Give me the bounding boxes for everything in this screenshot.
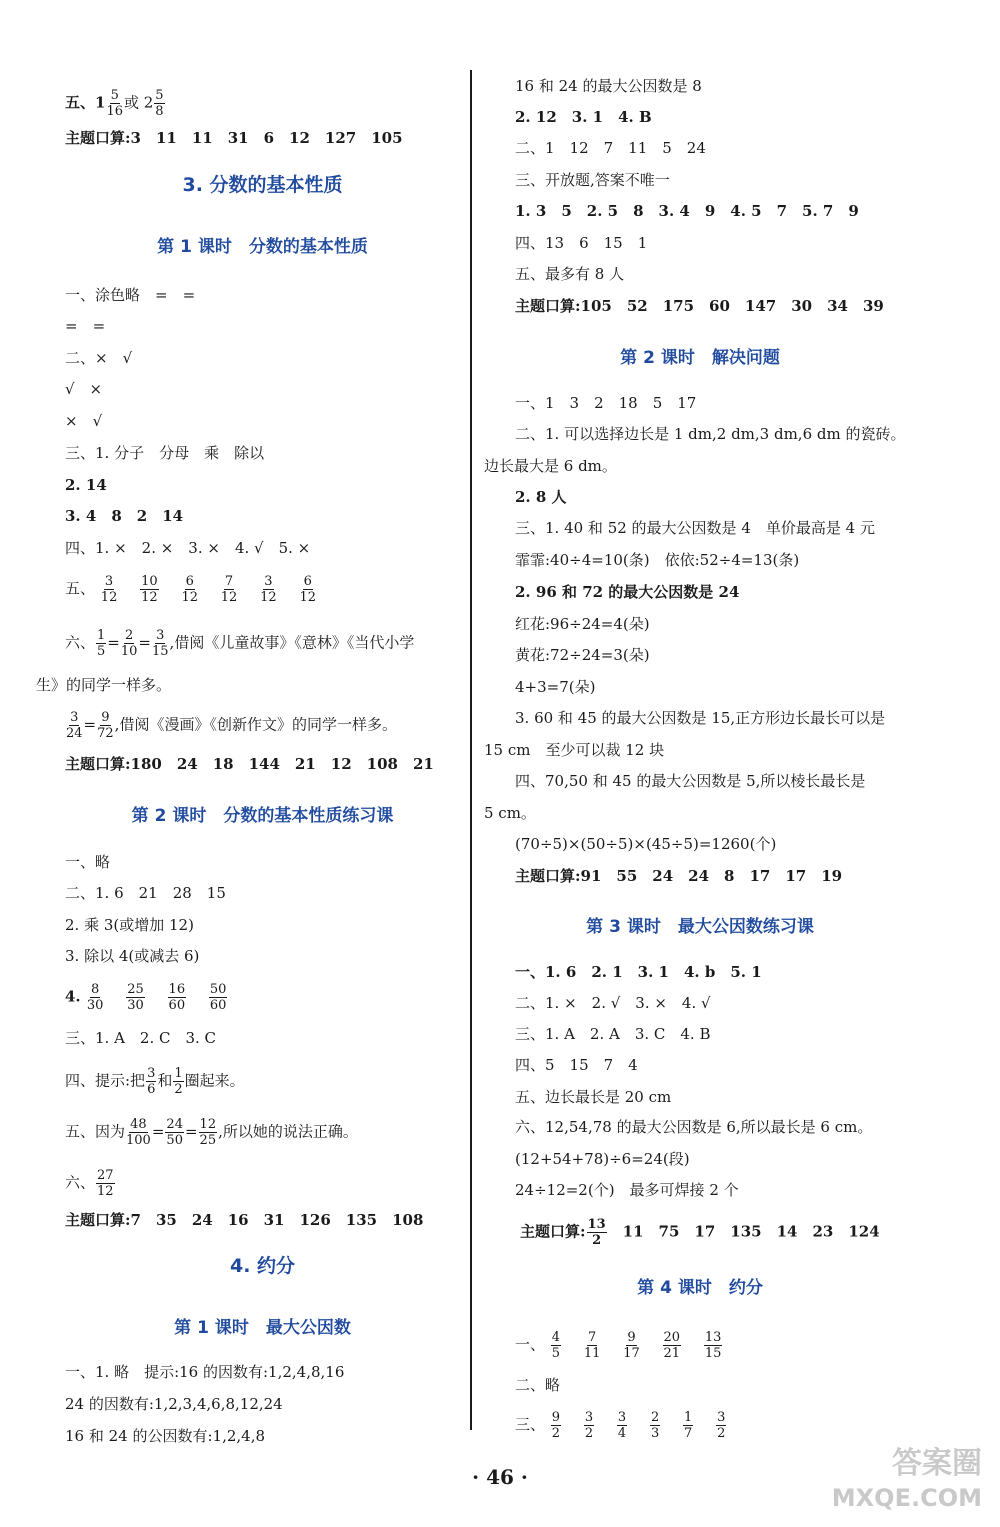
answer-line: 三、1. A 2. A 3. C 4. B [515,1025,711,1043]
fraction: $\frac{8}{30}$ [86,982,104,1013]
fraction: $\frac{50}{60}$ [209,982,227,1013]
answer-line: 二、1 12 7 11 5 24 [515,139,706,157]
answer-line: 二、1. × 2. √ 3. × 4. √ [515,994,711,1012]
answer-line: = = [65,317,106,335]
fraction: $\frac{5}{8}$ [155,88,164,119]
answer-line: 红花:96÷24=4(朵) [515,615,650,633]
answer-line: 一、1. 6 2. 1 3. 1 4. b 5. 1 [515,963,762,981]
answer-line: 五、 $\frac{3}{12}$ $\frac{10}{12}$ $\frac{6}{12}$ $\frac{7}{12}$ $\frac{3}{12}$ $\frac{6}{12}$ [65,574,316,605]
fraction: $\frac{1}{2}$ [174,1066,183,1097]
answer-line: 4+3=7(朵) [515,678,596,696]
fraction: $\frac{13}{2}$ [587,1217,606,1248]
fraction: $\frac{9}{2}$ [551,1410,561,1441]
fraction: $\frac{3}{15}$ [152,628,169,659]
fraction: $\frac{2}{10}$ [120,628,138,659]
lesson-title: 第 2 课时 分数的基本性质练习课 [131,806,394,826]
fraction: $\frac{2}{3}$ [650,1410,660,1441]
answer-line: 黄花:72÷24=3(朵) [515,646,650,664]
fraction: $\frac{7}{11}$ [583,1330,601,1361]
answer-line: 三、1. A 2. C 3. C [65,1029,217,1047]
answer-line: 1. 3 5 2. 5 8 3. 4 9 4. 5 7 5. 7 9 [515,202,859,220]
answer-line: 三、1. 40 和 52 的最大公因数是 4 单价最高是 4 元 [515,519,875,537]
lesson-title: 第 3 课时 最大公因数练习课 [586,917,814,937]
answer-line: 六、 $\frac{1}{5}$ = $\frac{2}{10}$ = $\frac{3}{15}$ ,借阅《儿童故事》《意林》《当代小学 [65,628,415,659]
answer-line: 二、略 [515,1376,561,1394]
answer-line: 二、× √ [65,349,133,367]
fraction: $\frac{3}{4}$ [617,1410,627,1441]
fraction: $\frac{9}{72}$ [97,710,114,741]
lesson-title: 第 1 课时 分数的基本性质 [157,237,368,257]
mental-math-line: 主题口算:7 35 24 16 31 126 135 108 [65,1211,424,1229]
answer-line: 3. 60 和 45 的最大公因数是 15,正方形边长最长可以是 [515,709,886,727]
mental-math-line: 主题口算:105 52 175 60 147 30 34 39 [515,297,884,315]
answer-line: 六、12,54,78 的最大公因数是 6,所以最长是 6 cm。 [515,1118,873,1136]
fraction: $\frac{3}{12}$ [100,574,118,605]
mental-math-line: 主题口算:180 24 18 144 21 12 108 21 [65,755,434,773]
fraction: $\frac{27}{12}$ [97,1168,114,1199]
answer-line: (12+54+78)÷6=24(段) [515,1150,690,1168]
answer-line: 一、涂色略 = = [65,286,196,304]
fraction: $\frac{6}{12}$ [181,574,198,605]
answer-line: 4. $\frac{8}{30}$ $\frac{25}{30}$ $\frac{16}{60}$ $\frac{50}{60}$ [65,982,227,1013]
answer-line: (70÷5)×(50÷5)×(45÷5)=1260(个) [515,835,777,853]
fraction: $\frac{3}{2}$ [584,1410,594,1441]
answer-line: 边长最大是 6 dm。 [484,457,617,475]
answer-line: 二、1. 6 21 28 15 [65,884,226,902]
answer-line: 三、1. 分子 分母 乘 除以 [65,444,265,462]
mental-math-line: 主题口算: $\frac{13}{2}$ 11 75 17 135 14 23 124 [520,1217,880,1248]
column-divider [470,70,472,1430]
fraction: $\frac{3}{6}$ [147,1066,156,1097]
fraction: $\frac{25}{30}$ [127,982,144,1013]
watermark-logo: 答案圈 MXQE.COM [831,1446,982,1512]
lesson-title: 第 4 课时 约分 [637,1278,763,1298]
answer-line: 2. 96 和 72 的最大公因数是 24 [515,583,740,601]
answer-line: 六、 $\frac{27}{12}$ [65,1168,114,1199]
mental-math-line: 主题口算:91 55 24 24 8 17 17 19 [515,867,843,885]
fraction: $\frac{1}{5}$ [97,628,106,659]
answer-line: 生》的同学一样多。 [36,676,172,694]
answer-line: 3. 4 8 2 14 [65,507,184,525]
answer-line: 五、边长最长是 20 cm [515,1088,672,1106]
mental-math-line: 主题口算:3 11 11 31 6 12 127 105 [65,129,403,147]
answer-line: 24÷12=2(个) 最多可焊接 2 个 [515,1181,739,1199]
answer-line: 2. 8 人 [515,488,567,506]
answer-line: 四、1. × 2. × 3. × 4. √ 5. × [65,539,311,557]
fraction: $\frac{1}{7}$ [684,1410,693,1441]
answer-line: 四、提示:把 $\frac{3}{6}$ 和 $\frac{1}{2}$ 圈起来。 [65,1066,245,1097]
fraction: $\frac{9}{17}$ [623,1330,640,1361]
answer-line: 三、 $\frac{9}{2}$ $\frac{3}{2}$ $\frac{3}{4}$ $\frac{2}{3}$ $\frac{1}{7}$ $\frac{3}{2}$ [515,1410,726,1441]
answer-line: × √ [65,412,103,430]
answer-line: 四、5 15 7 4 [515,1056,638,1074]
answer-line: 24 的因数有:1,2,3,4,6,8,12,24 [65,1395,283,1413]
fraction: $\frac{10}{12}$ [141,574,158,605]
answer-line: 2. 12 3. 1 4. B [515,108,652,126]
answer-line: 16 和 24 的公因数有:1,2,4,8 [65,1427,266,1445]
fraction: $\frac{20}{21}$ [663,1330,681,1361]
answer-line: 一、 $\frac{4}{5}$ $\frac{7}{11}$ $\frac{9}{17}$ $\frac{20}{21}$ $\frac{13}{15}$ [515,1330,722,1361]
fraction: $\frac{5}{16}$ [106,88,123,119]
answer-line: 三、开放题,答案不唯一 [515,171,670,189]
answer-line: 二、1. 可以选择边长是 1 dm,2 dm,3 dm,6 dm 的瓷砖。 [515,425,906,443]
fraction: $\frac{7}{12}$ [220,574,238,605]
fraction: $\frac{3}{24}$ [66,710,83,741]
lesson-title: 第 1 课时 最大公因数 [174,1318,351,1338]
page-number: · 46 · [472,1465,528,1489]
lesson-title: 第 2 课时 解决问题 [620,348,780,368]
fraction: $\frac{6}{12}$ [299,574,316,605]
answer-line: 3. 除以 4(或减去 6) [65,947,200,965]
answer-line: 15 cm 至少可以裁 12 块 [484,741,665,759]
answer-line: 霏霏:40÷4=10(条) 依依:52÷4=13(条) [515,551,800,569]
answer-line: √ × [65,380,103,398]
fraction: $\frac{4}{5}$ [551,1330,561,1361]
fraction: $\frac{16}{60}$ [168,982,186,1013]
fraction: $\frac{12}{25}$ [199,1117,217,1148]
fraction: $\frac{3}{12}$ [260,574,277,605]
answer-line: 五、1 $\frac{5}{16}$ 或 2 $\frac{5}{8}$ [65,88,164,119]
answer-line: 2. 乘 3(或增加 12) [65,916,194,934]
answer-line: 2. 14 [65,476,107,494]
fraction: $\frac{13}{15}$ [704,1330,722,1361]
answer-line: $\frac{3}{24}$ = $\frac{9}{72}$ ,借阅《漫画》《创新作文》的同学一样多。 [66,710,397,741]
fraction: $\frac{3}{2}$ [717,1410,726,1441]
answer-line: 四、13 6 15 1 [515,234,648,252]
fraction: $\frac{48}{100}$ [126,1117,151,1148]
answer-line: 一、1. 略 提示:16 的因数有:1,2,4,8,16 [65,1363,345,1381]
answer-line: 一、1 3 2 18 5 17 [515,394,697,412]
answer-line: 一、略 [65,853,111,871]
section-title: 3. 分数的基本性质 [182,174,343,196]
answer-line: 16 和 24 的最大公因数是 8 [515,77,702,95]
answer-line: 五、最多有 8 人 [515,265,625,283]
fraction: $\frac{24}{50}$ [166,1117,183,1148]
answer-line: 五、因为 $\frac{48}{100}$ = $\frac{24}{50}$ = $\frac{12}{25}$ ,所以她的说法正确。 [65,1117,358,1148]
answer-line: 四、70,50 和 45 的最大公因数是 5,所以棱长最长是 [515,772,866,790]
answer-line: 5 cm。 [484,804,536,822]
section-title: 4. 约分 [229,1255,296,1277]
